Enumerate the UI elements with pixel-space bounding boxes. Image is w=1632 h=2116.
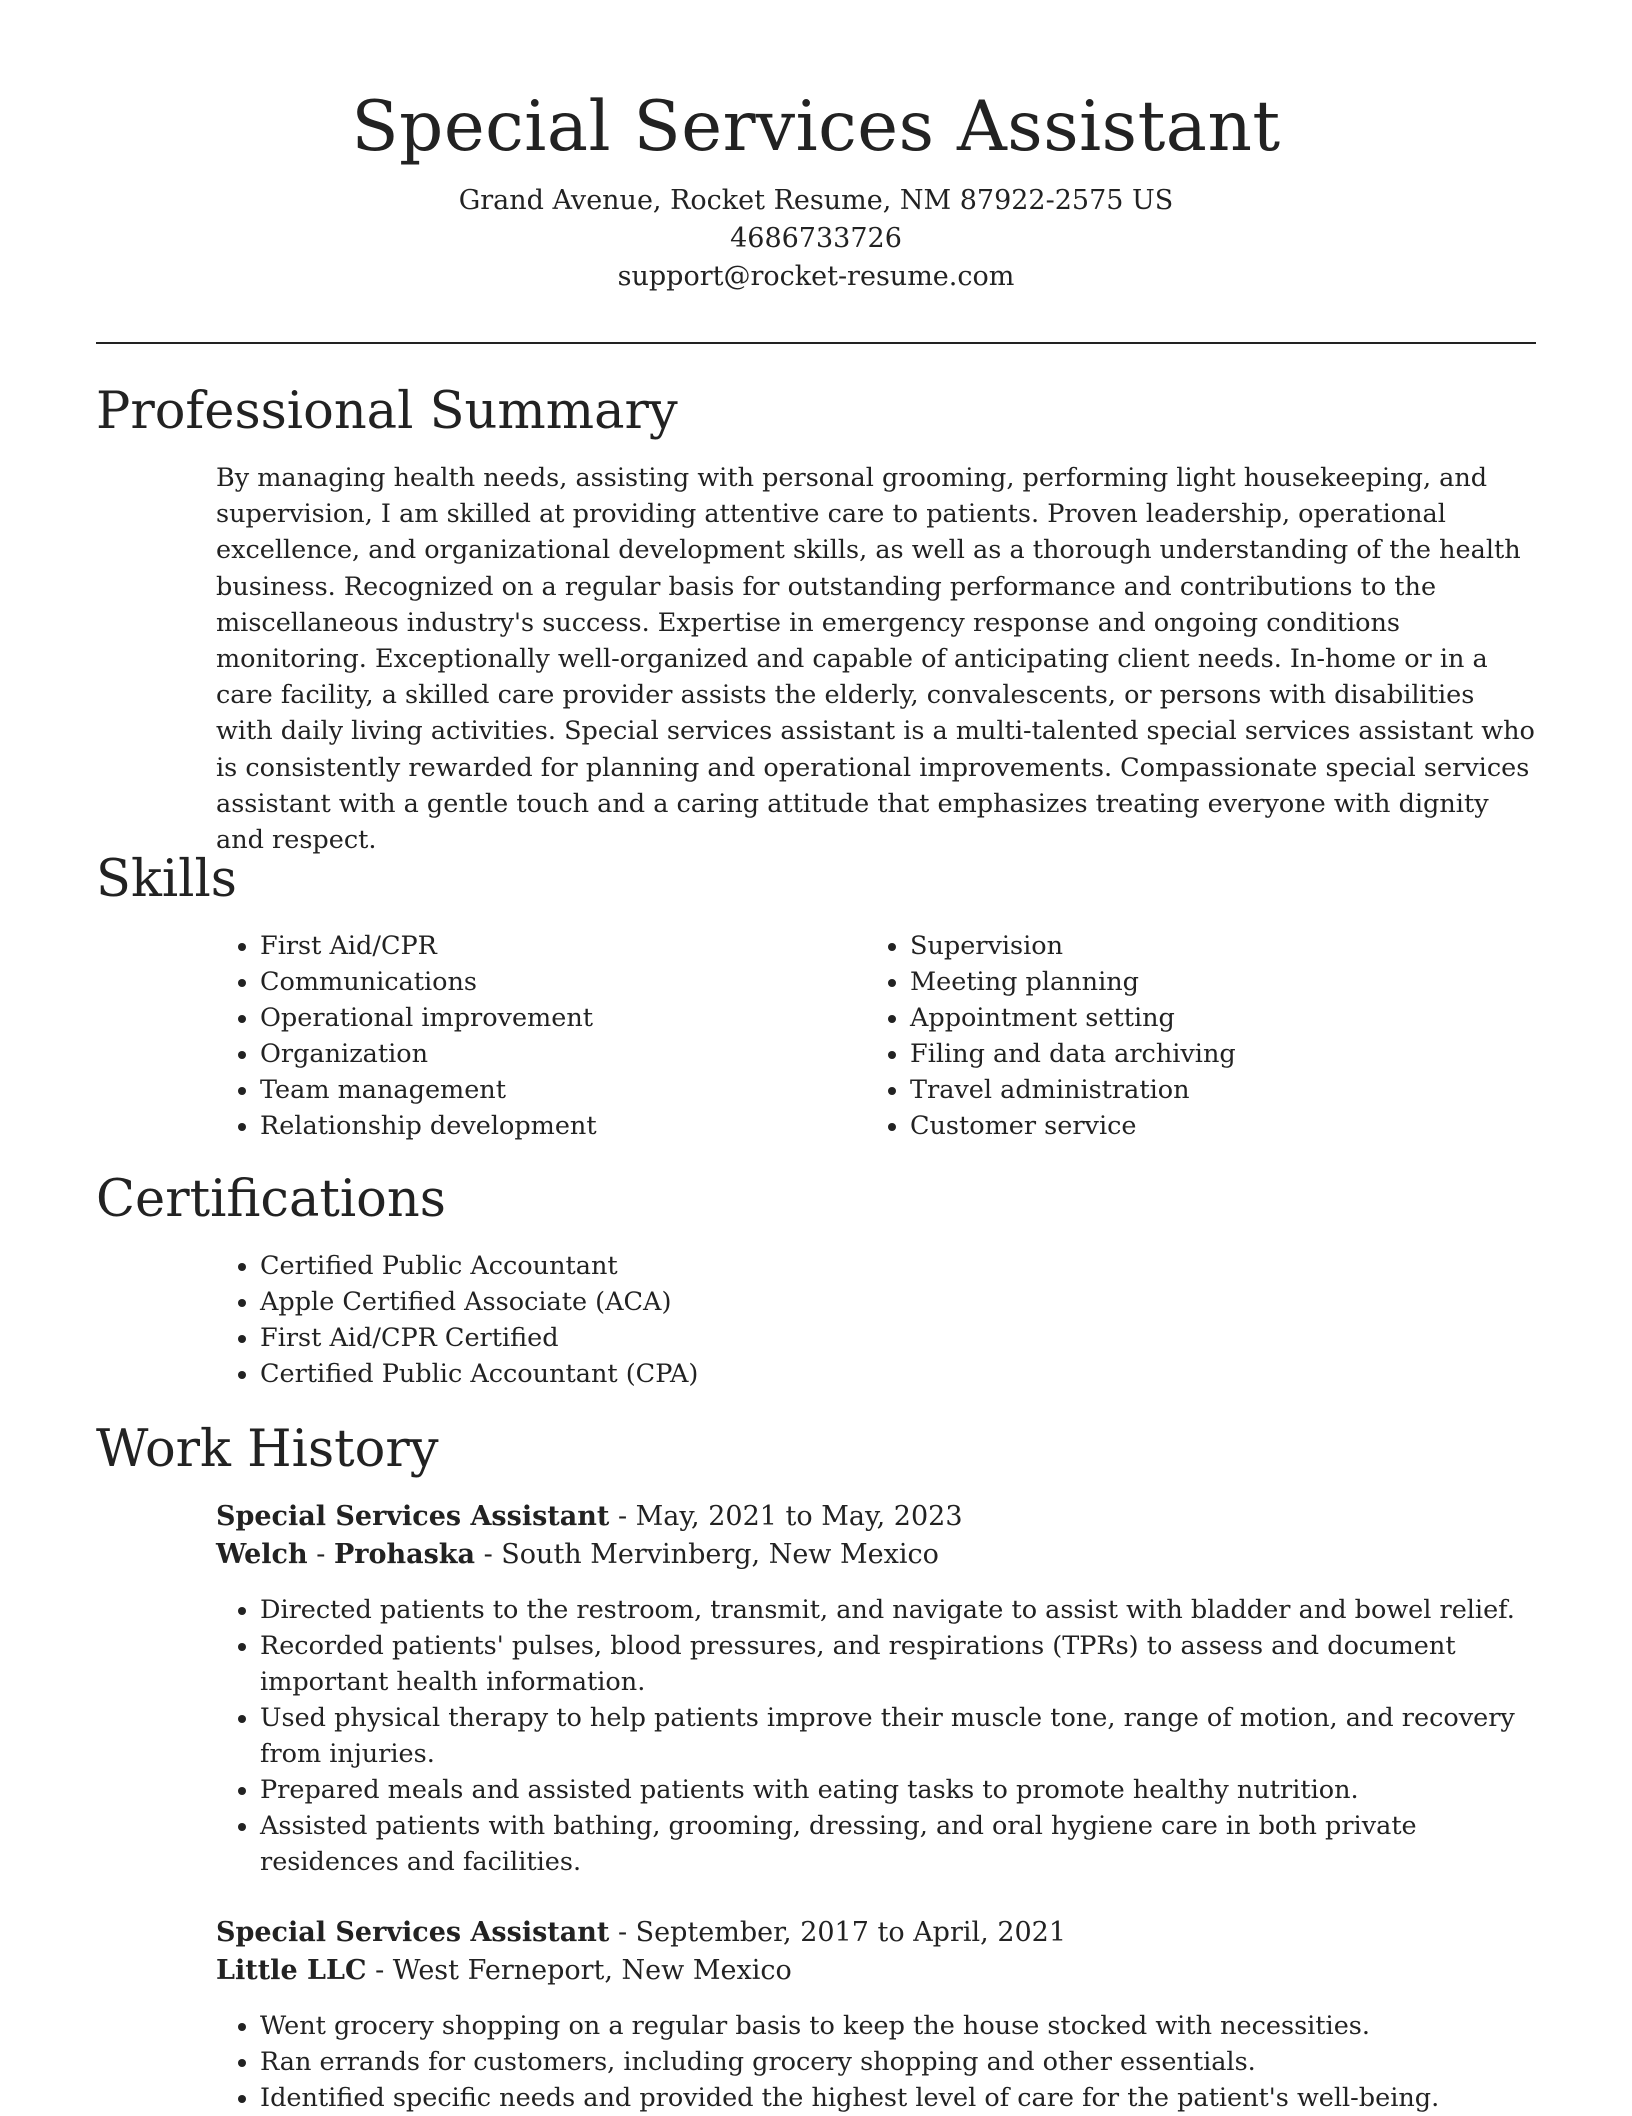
job-duty: • Recorded patients' pulses, blood pressures, and respirations (TPRs) to assess and document important health information.: [260, 1628, 1536, 1700]
job-role: Special Services Assistant: [216, 1917, 610, 1948]
certification-item: • First Aid/CPR Certified: [260, 1320, 1160, 1356]
skill-item: • Team management: [260, 1072, 860, 1108]
job-title-line: [216, 1914, 1066, 1952]
header-divider: [96, 342, 1536, 344]
job-location: - West Ferneport, New Mexico: [366, 1955, 792, 1986]
job-company-part: Prohaska: [333, 1539, 476, 1570]
skill-item: • Communications: [260, 964, 860, 1000]
job-duty: • Directed patients to the restroom, transmit, and navigate to assist with bladder and bowel relief.: [260, 1592, 1536, 1628]
skill-item: • Filing and data archiving: [910, 1036, 1510, 1072]
job-company: Little LLC: [216, 1955, 367, 1986]
certification-item: • Certified Public Accountant: [260, 1248, 1160, 1284]
job-duty: • Assisted patients with bathing, grooming, dressing, and oral hygiene care in both private residences and facilities.: [260, 1808, 1536, 1880]
contact-address: Grand Avenue, Rocket Resume, NM 87922-2575 US: [458, 185, 1174, 216]
job-title-line: [216, 1498, 963, 1536]
skill-item: • Customer service: [910, 1108, 1510, 1144]
skill-item: • Appointment setting: [910, 1000, 1510, 1036]
job-company-part: Welch: [216, 1539, 308, 1570]
summary-heading: Professional Summary: [96, 382, 678, 441]
job-company-line: [216, 1952, 792, 1990]
job-duty: • Used physical therapy to help patients improve their muscle tone, range of motion, and recovery from injuries.: [260, 1700, 1536, 1772]
certifications-list: [216, 1248, 1160, 1392]
skill-item: • Relationship development: [260, 1108, 860, 1144]
contact-phone: 4686733726: [730, 223, 902, 254]
skill-item: • Operational improvement: [260, 1000, 860, 1036]
contact-email[interactable]: support@rocket-resume.com: [617, 261, 1015, 292]
job-company-separator: -: [307, 1539, 334, 1570]
skills-heading: Skills: [96, 850, 237, 909]
skill-item: • Supervision: [910, 928, 1510, 964]
job-company-line: [216, 1536, 939, 1574]
job-dates: - May, 2021 to May, 2023: [609, 1501, 963, 1532]
job-duty: • Identified specific needs and provided the highest level of care for the patient's well-being.: [260, 2080, 1536, 2116]
job-location: - South Mervinberg, New Mexico: [475, 1539, 939, 1570]
skill-item: • First Aid/CPR: [260, 928, 860, 964]
contact-block: [0, 182, 1632, 296]
summary-text: By managing health needs, assisting with personal grooming, performing light housekeeping, and supervision, I am skilled at providing attentive care to patients. Proven leadership, operational excellence, and organizational development skills, as well as a thorough understanding of the health business. Recognized on a regular basis for outstanding performance and contributions to the miscellaneous industry's success. Expertise in emergency response and ongoing conditions monitoring. Exceptionally well-organized and capable of anticipating client needs. In-home or in a care facility, a skilled care provider assists the elderly, convalescents, or persons with disabilities with daily living activities. Special services assistant is a multi-talented special services assistant who is consistently rewarded for planning and operational improvements. Compassionate special services assistant with a gentle touch and a caring attitude that emphasizes treating everyone with dignity and respect.: [216, 463, 1535, 856]
job-duty: • Ran errands for customers, including grocery shopping and other essentials.: [260, 2044, 1536, 2080]
skill-item: • Organization: [260, 1036, 860, 1072]
skills-list-right: [866, 928, 1510, 1144]
candidate-name: Special Services Assistant: [351, 87, 1281, 167]
job-duty: • Prepared meals and assisted patients with eating tasks to promote healthy nutrition.: [260, 1772, 1536, 1808]
job-dates: - September, 2017 to April, 2021: [609, 1917, 1067, 1948]
work-history-heading: Work History: [96, 1420, 439, 1479]
job-duties-list: [216, 2008, 1536, 2116]
job-duties-list: [216, 1592, 1536, 1880]
certification-item: • Certified Public Accountant (CPA): [260, 1356, 1160, 1392]
resume-header: [0, 0, 1632, 296]
certifications-heading: Certifications: [96, 1170, 446, 1229]
certification-item: • Apple Certified Associate (ACA): [260, 1284, 1160, 1320]
skill-item: • Travel administration: [910, 1072, 1510, 1108]
job-role: Special Services Assistant: [216, 1501, 610, 1532]
skill-item: • Meeting planning: [910, 964, 1510, 1000]
job-duty: • Went grocery shopping on a regular basis to keep the house stocked with necessities.: [260, 2008, 1536, 2044]
skills-list-left: [216, 928, 860, 1144]
